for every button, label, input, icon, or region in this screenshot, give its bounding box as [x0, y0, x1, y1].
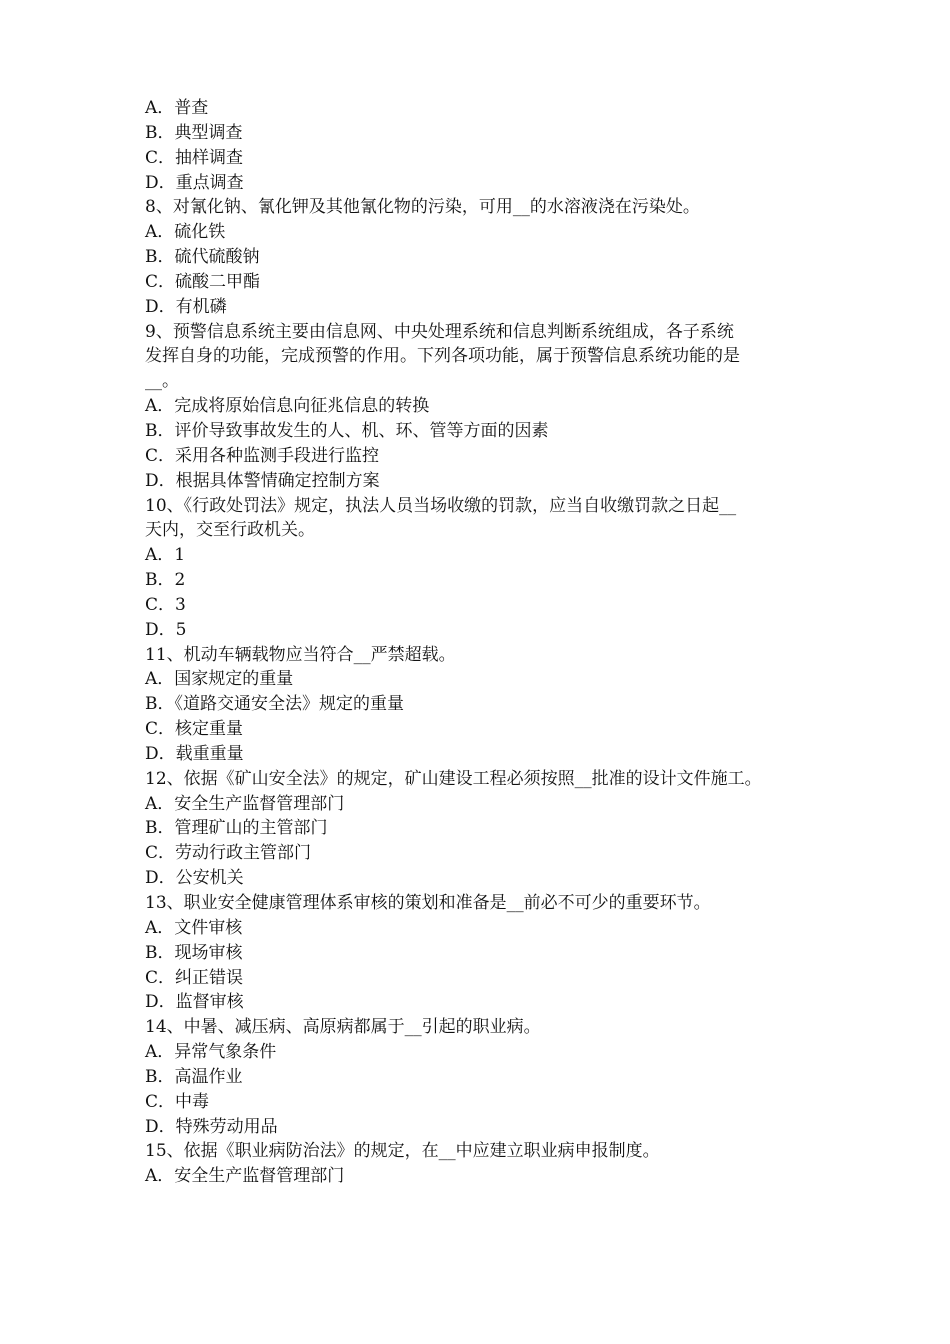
question-line: 天内，交至行政机关。: [145, 520, 315, 541]
document-page: [145, 96, 810, 1189]
option-line: A．安全生产监督管理部门: [145, 793, 345, 814]
question-line: 13、职业安全健康管理体系审核的策划和准备是__前必不可少的重要环节。: [145, 893, 711, 913]
option-line: A．完成将原始信息向征兆信息的转换: [145, 396, 430, 417]
option-line: C．纠正错误: [145, 967, 244, 988]
question-line: 14、中暑、减压病、高原病都属于__引起的职业病。: [145, 1017, 541, 1038]
option-line: B．现场审核: [145, 942, 243, 963]
question-line: 15、依据《职业病防治法》的规定，在__中应建立职业病申报制度。: [145, 1141, 660, 1162]
option-line: C．3: [145, 594, 186, 615]
option-line: B．《道路交通安全法》规定的重量: [145, 694, 404, 715]
option-line: D．有机磷: [145, 296, 227, 317]
option-line: D．根据具体警情确定控制方案: [145, 470, 380, 491]
question-line: 11、机动车辆载物应当符合__严禁超载。: [145, 644, 456, 665]
option-line: C．抽样调查: [145, 147, 244, 168]
option-line: D．重点调查: [145, 172, 244, 193]
option-line: B．硫代硫酸钠: [145, 247, 260, 268]
option-line: D．5: [145, 619, 187, 640]
option-line: A．异常气象条件: [145, 1042, 277, 1063]
question-line: 8、对氰化钠、氰化钾及其他氰化物的污染，可用__的水溶液浇在污染处。: [145, 197, 700, 218]
option-line: B．典型调查: [145, 122, 243, 143]
option-line: D．特殊劳动用品: [145, 1116, 278, 1137]
option-line: D．载重重量: [145, 743, 244, 764]
option-line: C．中毒: [145, 1091, 210, 1112]
option-line: C．硫酸二甲酯: [145, 271, 261, 292]
option-line: B．评价导致事故发生的人、机、环、管等方面的因素: [145, 420, 549, 441]
option-line: A．普查: [145, 98, 209, 118]
option-line: A．硫化铁: [145, 222, 226, 243]
option-line: A．国家规定的重量: [145, 669, 294, 690]
option-line: A．1: [145, 545, 186, 566]
question-line: __。: [145, 371, 179, 392]
option-line: C．核定重量: [145, 719, 244, 740]
option-line: A．安全生产监督管理部门: [145, 1166, 345, 1187]
question-line: 12、依据《矿山安全法》的规定，矿山建设工程必须按照__批准的设计文件施工。: [145, 768, 762, 789]
option-line: A．文件审核: [145, 917, 243, 938]
option-line: B．2: [145, 570, 186, 591]
question-line: 9、预警信息系统主要由信息网、中央处理系统和信息判断系统组成，各子系统: [145, 321, 734, 342]
option-line: B．高温作业: [145, 1066, 243, 1087]
option-line: C．劳动行政主管部门: [145, 843, 312, 864]
question-line: 发挥自身的功能，完成预警的作用。下列各项功能，属于预警信息系统功能的是: [145, 346, 740, 367]
option-line: D．监督审核: [145, 992, 244, 1013]
question-line: 10、《行政处罚法》规定，执法人员当场收缴的罚款，应当自收缴罚款之日起__: [145, 495, 737, 516]
option-line: B．管理矿山的主管部门: [145, 818, 328, 839]
option-line: D．公安机关: [145, 868, 244, 889]
option-line: C．采用各种监测手段进行监控: [145, 445, 380, 466]
